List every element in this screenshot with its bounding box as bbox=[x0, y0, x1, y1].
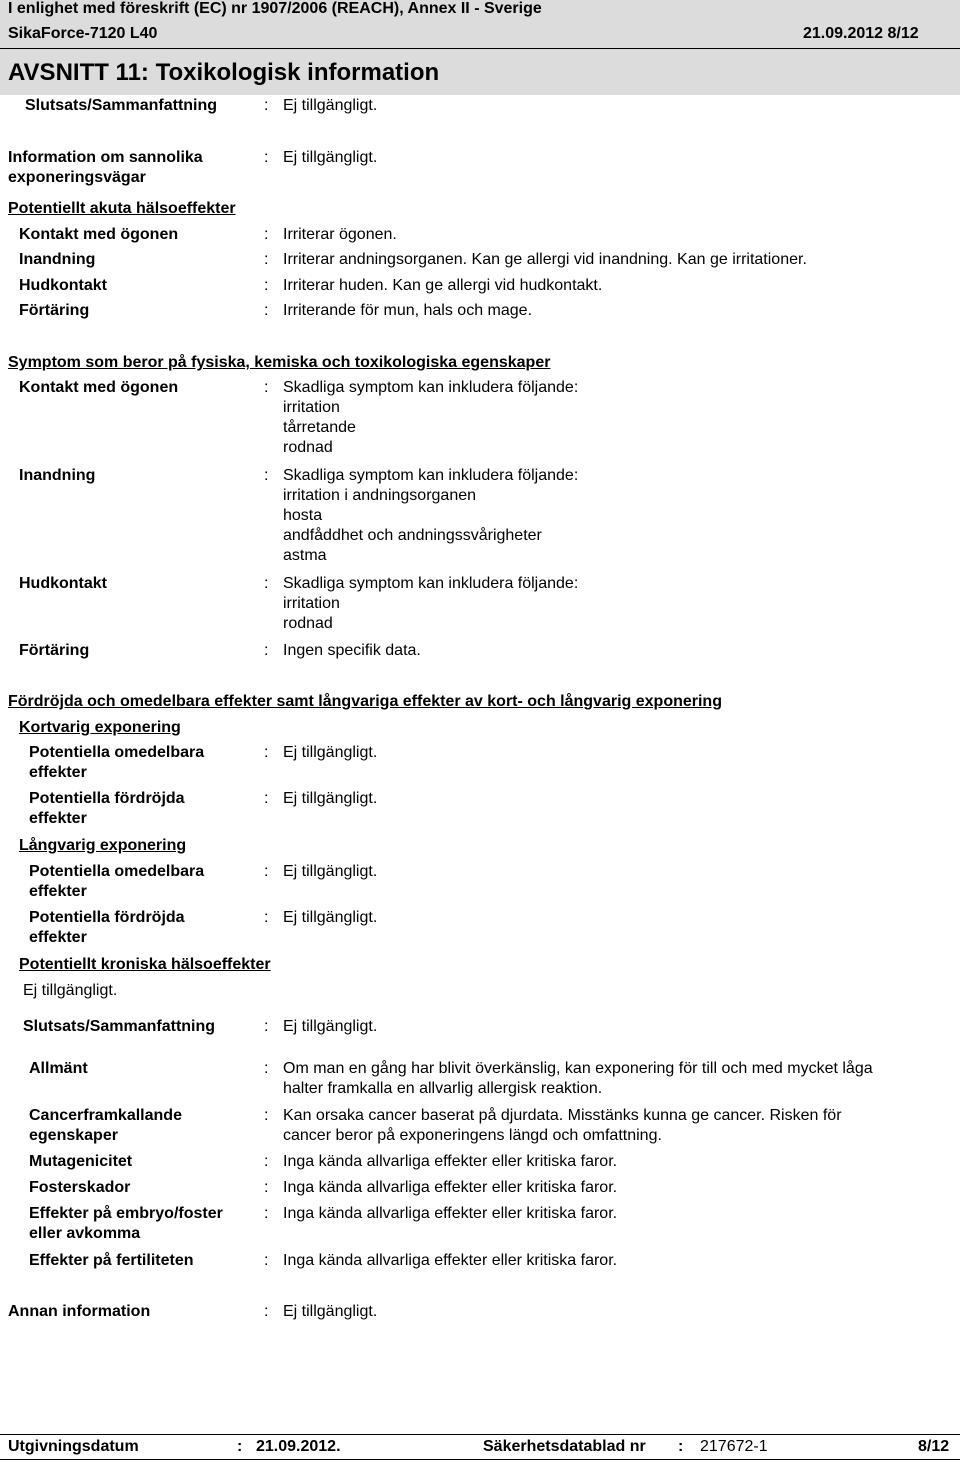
symptoms-eyes-line: tårretande bbox=[283, 419, 356, 436]
carcinogen-label-2: egenskaper bbox=[29, 1127, 118, 1144]
colon: : bbox=[264, 909, 269, 926]
colon: : bbox=[264, 1205, 269, 1222]
summary-top-label: Slutsats/Sammanfattning bbox=[25, 97, 218, 114]
acute-inhalation-value: Irriterar andningsorganen. Kan ge allergi vid inandning. Kan ge irritationer. bbox=[283, 251, 807, 268]
colon: : bbox=[264, 1018, 269, 1035]
other-info-label: Annan information bbox=[8, 1303, 151, 1320]
short-immediate-value: Ej tillgängligt. bbox=[283, 744, 378, 761]
colon: : bbox=[264, 379, 269, 396]
other-info-value: Ej tillgängligt. bbox=[283, 1303, 378, 1320]
short-exposure-heading: Kortvarig exponering bbox=[19, 719, 181, 736]
header-divider bbox=[0, 48, 960, 49]
symptoms-eyes-line: rodnad bbox=[283, 439, 333, 456]
teratogenicity-label: Fosterskador bbox=[29, 1179, 131, 1196]
mutagenicity-label: Mutagenicitet bbox=[29, 1153, 133, 1170]
sds-number-value: 217672-1 bbox=[700, 1438, 768, 1455]
colon: : bbox=[264, 1179, 269, 1196]
colon: : bbox=[264, 302, 269, 319]
acute-inhalation-label: Inandning bbox=[19, 251, 96, 268]
symptoms-eyes-line: Skadliga symptom kan inkludera följande: bbox=[283, 379, 579, 396]
symptoms-inhalation-line: andfåddhet och andningssvårigheter bbox=[283, 527, 542, 544]
date-page: 21.09.2012 8/12 bbox=[803, 25, 919, 42]
symptoms-ingestion-value: Ingen specifik data. bbox=[283, 642, 421, 659]
fertility-label: Effekter på fertiliteten bbox=[29, 1252, 194, 1269]
carcinogen-value-line-2: cancer beror på exponeringens längd och omfattning. bbox=[283, 1127, 662, 1144]
symptoms-skin-line: Skadliga symptom kan inkludera följande: bbox=[283, 575, 579, 592]
colon: : bbox=[264, 1303, 269, 1320]
symptoms-ingestion-label: Förtäring bbox=[19, 642, 90, 659]
carcinogen-label: Cancerframkallande bbox=[29, 1107, 182, 1124]
short-delayed-value: Ej tillgängligt. bbox=[283, 790, 378, 807]
short-immediate-label: Potentiella omedelbara bbox=[29, 744, 205, 761]
acute-ingestion-label: Förtäring bbox=[19, 302, 90, 319]
colon: : bbox=[264, 1153, 269, 1170]
symptoms-skin-line: rodnad bbox=[283, 615, 333, 632]
symptoms-eyes-line: irritation bbox=[283, 399, 340, 416]
symptoms-heading: Symptom som beror på fysiska, kemiska och toxikologiska egenskaper bbox=[8, 354, 551, 371]
short-delayed-label: Potentiella fördröjda bbox=[29, 790, 185, 807]
colon: : bbox=[264, 251, 269, 268]
colon: : bbox=[264, 863, 269, 880]
symptoms-inhalation-line: astma bbox=[283, 547, 327, 564]
sds-number-label: Säkerhetsdatablad nr bbox=[483, 1438, 646, 1455]
short-immediate-label-2: effekter bbox=[29, 764, 87, 781]
colon: : bbox=[264, 744, 269, 761]
footer-page-number: 8/12 bbox=[918, 1438, 950, 1455]
symptoms-inhalation-line: hosta bbox=[283, 507, 323, 524]
long-delayed-label: Potentiella fördröjda bbox=[29, 909, 185, 926]
footer-divider-bottom bbox=[0, 1459, 960, 1460]
regulation-text: I enlighet med föreskrift (EC) nr 1907/2006 (REACH), Annex II - Sverige bbox=[8, 0, 542, 17]
general-value-line-2: halter framkalla en allvarlig allergisk reaktion. bbox=[283, 1080, 603, 1097]
short-delayed-label-2: effekter bbox=[29, 810, 87, 827]
footer-divider-top bbox=[0, 1434, 960, 1435]
colon: : bbox=[237, 1438, 243, 1455]
symptoms-inhalation-line: Skadliga symptom kan inkludera följande: bbox=[283, 467, 579, 484]
acute-eyes-label: Kontakt med ögonen bbox=[19, 226, 179, 243]
issue-date-label: Utgivningsdatum bbox=[8, 1438, 139, 1455]
colon: : bbox=[264, 1060, 269, 1077]
teratogenicity-value: Inga kända allvarliga effekter eller kritiska faror. bbox=[283, 1179, 618, 1196]
colon: : bbox=[264, 149, 269, 166]
section-title: AVSNITT 11: Toxikologisk information bbox=[8, 59, 440, 86]
symptoms-skin-label: Hudkontakt bbox=[19, 575, 107, 592]
developmental-value: Inga kända allvarliga effekter eller kritiska faror. bbox=[283, 1205, 618, 1222]
colon: : bbox=[264, 1252, 269, 1269]
symptoms-eyes-label: Kontakt med ögonen bbox=[19, 379, 179, 396]
colon: : bbox=[264, 226, 269, 243]
long-immediate-label-2: effekter bbox=[29, 883, 87, 900]
general-label: Allmänt bbox=[29, 1060, 88, 1077]
exposure-routes-value: Ej tillgängligt. bbox=[283, 149, 378, 166]
developmental-label-2: eller avkomma bbox=[29, 1225, 141, 1242]
acute-eyes-value: Irriterar ögonen. bbox=[283, 226, 397, 243]
acute-skin-value: Irriterar huden. Kan ge allergi vid hudkontakt. bbox=[283, 277, 603, 294]
mutagenicity-value: Inga kända allvarliga effekter eller kritiska faror. bbox=[283, 1153, 618, 1170]
colon: : bbox=[264, 277, 269, 294]
acute-skin-label: Hudkontakt bbox=[19, 277, 107, 294]
long-exposure-heading: Långvarig exponering bbox=[19, 837, 187, 854]
chronic-summary-label: Slutsats/Sammanfattning bbox=[23, 1018, 216, 1035]
fertility-value: Inga kända allvarliga effekter eller kritiska faror. bbox=[283, 1252, 618, 1269]
carcinogen-value-line-1: Kan orsaka cancer baserat på djurdata. Misstänks kunna ge cancer. Risken för bbox=[283, 1107, 842, 1124]
symptoms-skin-line: irritation bbox=[283, 595, 340, 612]
symptoms-inhalation-line: irritation i andningsorganen bbox=[283, 487, 477, 504]
long-immediate-value: Ej tillgängligt. bbox=[283, 863, 378, 880]
chronic-heading: Potentiellt kroniska hälsoeffekter bbox=[19, 956, 271, 973]
symptoms-inhalation-label: Inandning bbox=[19, 467, 96, 484]
product-name: SikaForce-7120 L40 bbox=[8, 25, 158, 42]
issue-date-value: 21.09.2012. bbox=[256, 1438, 341, 1455]
delayed-heading: Fördröjda och omedelbara effekter samt långvariga effekter av kort- och långvarig exponering bbox=[8, 693, 722, 710]
colon: : bbox=[264, 575, 269, 592]
long-delayed-value: Ej tillgängligt. bbox=[283, 909, 378, 926]
chronic-value: Ej tillgängligt. bbox=[23, 982, 118, 999]
exposure-routes-label-2: exponeringsvägar bbox=[8, 169, 146, 186]
summary-top-value: Ej tillgängligt. bbox=[283, 97, 378, 114]
general-value-line-1: Om man en gång har blivit överkänslig, kan exponering för till och med mycket låga bbox=[283, 1060, 873, 1077]
acute-heading: Potentiellt akuta hälsoeffekter bbox=[8, 200, 236, 217]
acute-ingestion-value: Irriterande för mun, hals och mage. bbox=[283, 302, 533, 319]
colon: : bbox=[264, 467, 269, 484]
exposure-routes-label-1: Information om sannolika bbox=[8, 149, 203, 166]
colon: : bbox=[264, 1107, 269, 1124]
long-delayed-label-2: effekter bbox=[29, 929, 87, 946]
colon: : bbox=[678, 1438, 684, 1455]
colon: : bbox=[264, 97, 269, 114]
long-immediate-label: Potentiella omedelbara bbox=[29, 863, 205, 880]
chronic-summary-value: Ej tillgängligt. bbox=[283, 1018, 378, 1035]
colon: : bbox=[264, 642, 269, 659]
colon: : bbox=[264, 790, 269, 807]
developmental-label: Effekter på embryo/foster bbox=[29, 1205, 223, 1222]
